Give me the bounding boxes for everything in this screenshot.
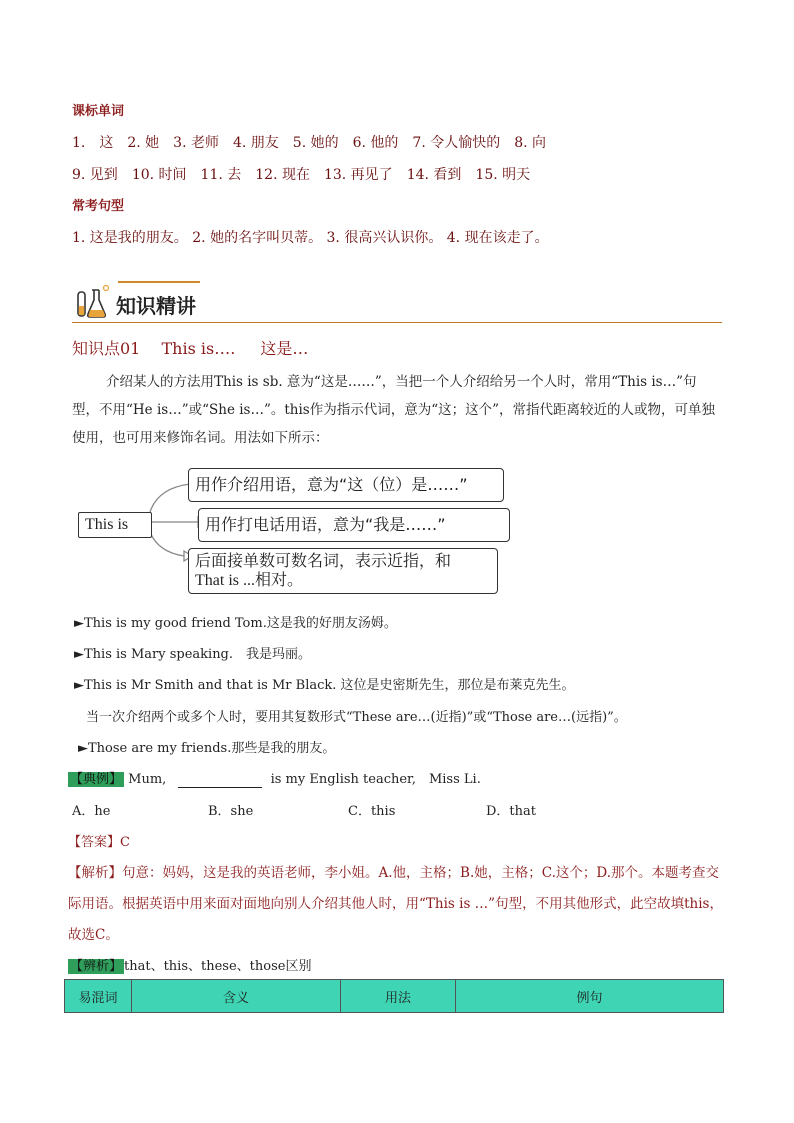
- analysis-tag: 【解析】: [68, 865, 122, 881]
- vocab-item: 10. 时间: [131, 167, 187, 183]
- distinguish-line: [68, 955, 311, 974]
- question-tag: 【典例】: [70, 772, 123, 787]
- answer-value: C: [120, 835, 130, 850]
- plural-note: 当一次介绍两个或多个人时，要用其复数形式“These are…(近指)”或“Those are…(远指)”。: [86, 710, 627, 725]
- point-heading: [72, 336, 308, 359]
- distinguish-text: that、this、these、those区别: [124, 959, 312, 974]
- option-b: B．she: [208, 804, 254, 819]
- diagram-box-2: 用作打电话用语，意为“我是……”: [198, 508, 510, 542]
- answer-tag: 【答案】: [68, 835, 121, 850]
- title-accent-line: [118, 281, 200, 283]
- flask-icon: [72, 282, 112, 322]
- vocab-item: 13. 再见了: [323, 167, 393, 183]
- vocab-row-1: [72, 132, 560, 152]
- vocab-item: 9. 见到: [72, 167, 118, 183]
- answer-line: [68, 831, 130, 850]
- vocab-item: 15. 明天: [475, 167, 531, 183]
- diagram-box-1: 用作介绍用语，意为“这（位）是……”: [188, 468, 504, 502]
- option-d: D．that: [486, 804, 536, 819]
- header-meaning: 含义: [132, 980, 341, 1013]
- analysis-paragraph: [68, 858, 724, 951]
- header-usage: 用法: [341, 980, 456, 1013]
- section-title: 知识精讲: [116, 294, 196, 318]
- vocab-row-2: [72, 164, 544, 184]
- option-a: A．he: [72, 804, 111, 819]
- diagram-box-3: [188, 548, 498, 594]
- vocab-item: 8. 向: [514, 135, 547, 151]
- header-example: 例句: [456, 980, 724, 1013]
- point-cn: 这是…: [260, 339, 309, 358]
- example-2: ►This is Mary speaking. 我是玛丽。: [74, 647, 312, 662]
- table-header-row: [65, 980, 724, 1013]
- vocab-item: 1. 这: [72, 135, 114, 151]
- vocab-item: 7. 令人愉快的: [412, 135, 501, 151]
- analysis-text: 句意：妈妈，这是我的英语老师，李小姐。A.他，主格；B.她，主格；C.这个；D.那个。本题考查交际用语。根据英语中用来面对面地向别人介绍其他人时，用“This is …”句型，不用其他形式，此空故填this，故选C。: [68, 865, 723, 943]
- vocab-item: 5. 她的: [292, 135, 339, 151]
- option-c: C．this: [348, 804, 396, 819]
- sentences-text: 1. 这是我的朋友。 2. 她的名字叫贝蒂。 3. 很高兴认识你。 4. 现在该走了。: [72, 230, 549, 246]
- vocab-item: 6. 他的: [352, 135, 399, 151]
- example-3: ►This is Mr Smith and that is Mr Black. 这位是史密斯先生，那位是布莱克先生。: [74, 678, 575, 693]
- vocab-item: 14. 看到: [406, 167, 462, 183]
- diagram-box-3-line1: 后面接单数可数名词，表示近指，和: [195, 551, 452, 570]
- point-en: This is….: [161, 339, 236, 358]
- example-1: ►This is my good friend Tom.这是我的好朋友汤姆。: [74, 616, 397, 631]
- distinguish-tag: 【辨析】: [70, 959, 123, 974]
- intro-paragraph: 介绍某人的方法用This is sb. 意为“这是……”，当把一个人介绍给另一个人时，常用“This is…”句型，不用“He is…”或“She is…”。this作为指示代词，意为“这；这个”，常指代距离较近的人或物，可单独使用，也可用来修饰名词。用法如下所示：: [72, 374, 716, 446]
- question-pre: Mum,: [128, 772, 167, 787]
- plural-example: ►Those are my friends.那些是我的朋友。: [78, 741, 336, 756]
- question-post: is my English teacher, Miss Li.: [270, 772, 481, 787]
- vocab-item: 2. 她: [127, 135, 160, 151]
- vocab-item: 12. 现在: [255, 167, 310, 183]
- diagram-box-3-line2: That is ...相对。: [195, 572, 303, 589]
- vocab-heading: 课标单词: [72, 104, 125, 119]
- point-label: 知识点01: [72, 339, 141, 358]
- vocab-item: 3. 老师: [173, 135, 219, 151]
- answer-blank: [178, 772, 262, 788]
- question-line: [68, 768, 481, 788]
- diagram-center: This is: [78, 512, 152, 538]
- header-word: 易混词: [65, 980, 132, 1013]
- sentences-heading: 常考句型: [72, 199, 125, 214]
- vocab-item: 4. 朋友: [232, 135, 279, 151]
- vocab-item: 11. 去: [200, 167, 242, 183]
- confusion-table: [64, 979, 724, 1013]
- question-options: [72, 800, 608, 819]
- section-divider: [72, 322, 722, 323]
